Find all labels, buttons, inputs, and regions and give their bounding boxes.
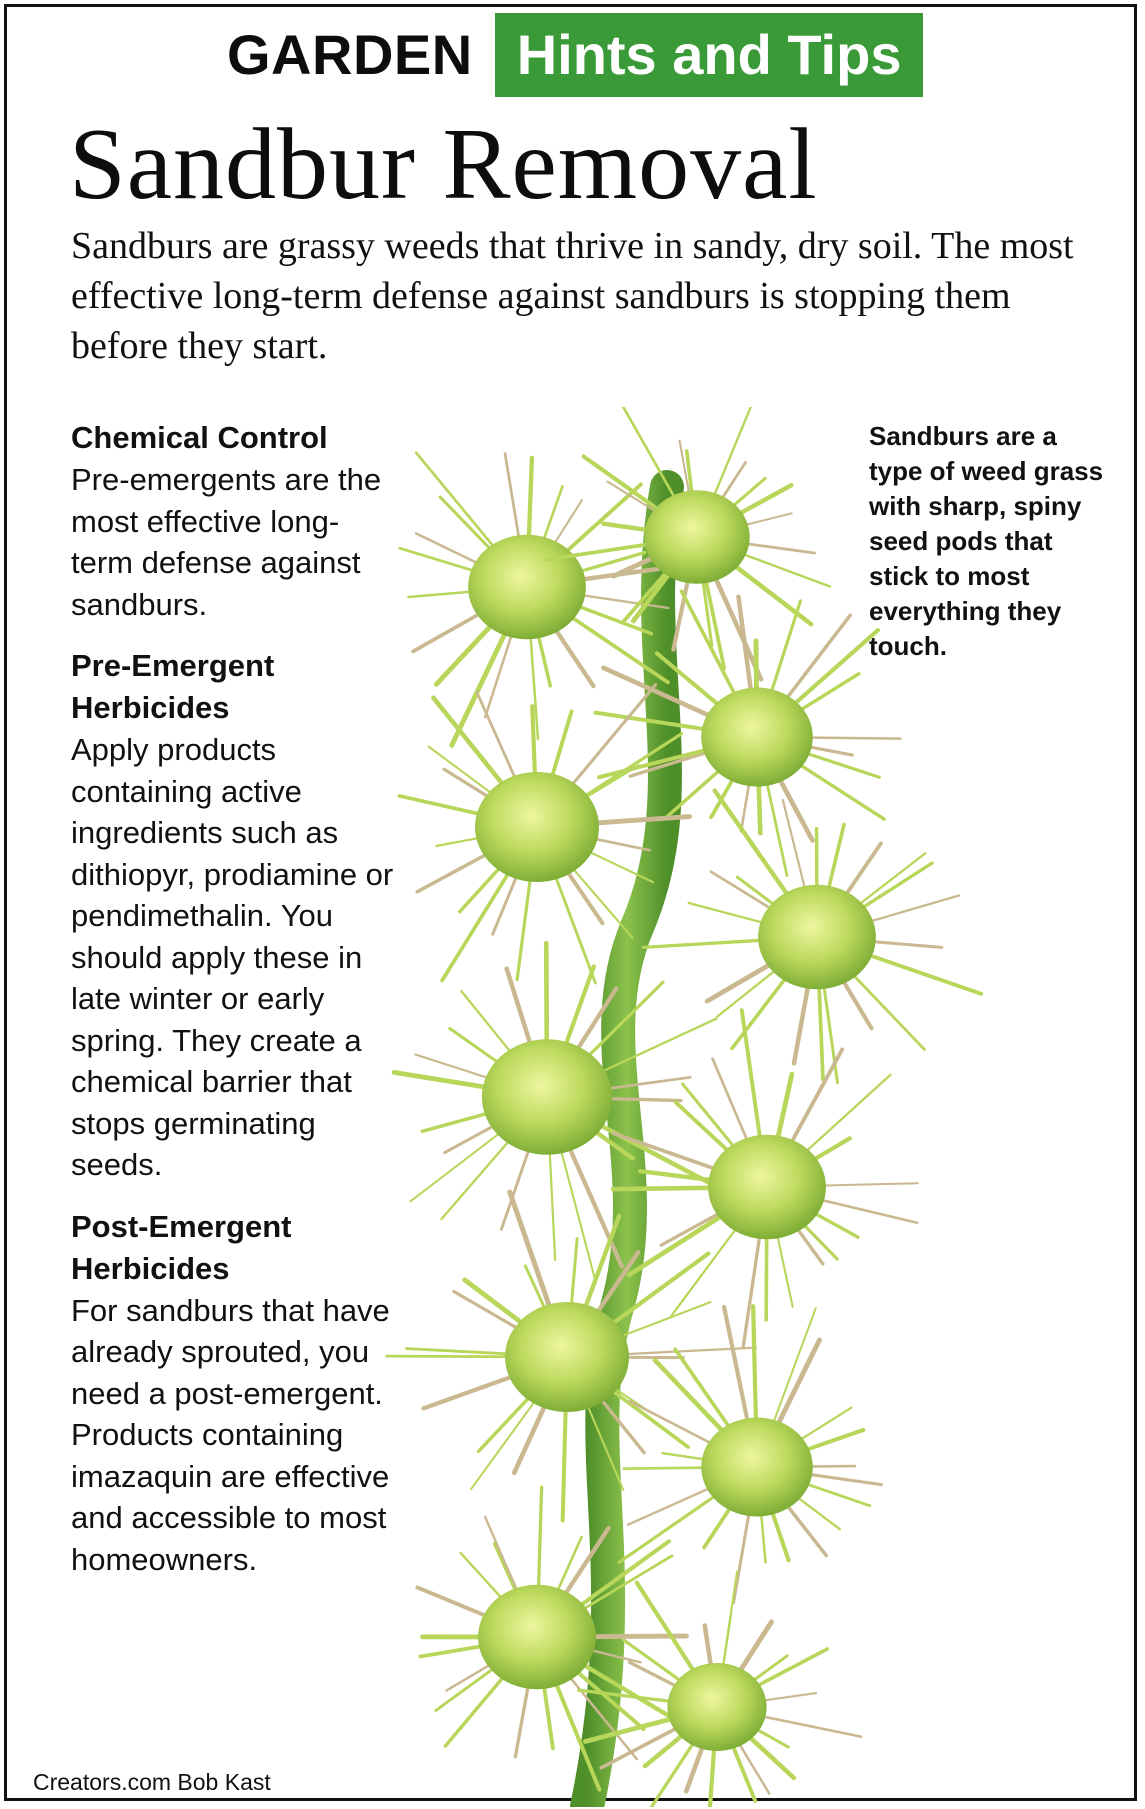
spine xyxy=(734,1502,751,1602)
pod-body xyxy=(667,1663,766,1751)
seed-pod xyxy=(387,1192,756,1520)
spine xyxy=(442,861,516,980)
section-post-emergent xyxy=(71,1206,401,1581)
spine xyxy=(546,943,547,1055)
intro-paragraph: Sandburs are grassy weeds that thrive in sandy, dry soil. The most effective long-term defense against sandburs is stopping them before they start. xyxy=(71,225,1074,367)
spine xyxy=(619,1487,727,1562)
seed-pod xyxy=(643,791,981,1083)
photo-caption: Sandburs are a type of weed grass with sharp, spiny seed pods that stick to most everything they touch. xyxy=(869,421,1104,661)
section-body: For sandburs that have already sprouted, you need a post-emergent. Products containing imazaquin are effective and accessible to most homeowners. xyxy=(71,1292,390,1577)
article-column xyxy=(71,417,401,1600)
section-heading: Post-Emergent Herbicides xyxy=(71,1208,292,1286)
pod-body xyxy=(475,772,599,882)
spine xyxy=(637,1583,700,1680)
section-pre-emergent xyxy=(71,645,401,1186)
spine xyxy=(549,1139,555,1260)
spine xyxy=(517,867,532,980)
section-heading: Pre-Emergent Herbicides xyxy=(71,648,275,725)
spine xyxy=(471,1389,544,1489)
pod-body xyxy=(644,490,749,584)
seed-pod xyxy=(400,453,669,746)
section-body: Pre-emergents are the most effective long-term defense against sandburs. xyxy=(71,462,382,622)
spine xyxy=(452,621,511,745)
pod-body xyxy=(478,1585,596,1690)
spine xyxy=(416,453,503,558)
spine xyxy=(822,975,837,1083)
spine xyxy=(538,1487,541,1599)
spine xyxy=(742,1010,762,1149)
spine xyxy=(773,1340,820,1435)
spine xyxy=(713,1059,753,1152)
spine xyxy=(753,1306,756,1431)
pod-body xyxy=(701,688,813,787)
masthead xyxy=(227,13,923,97)
seed-pod xyxy=(595,591,900,875)
spine xyxy=(710,407,754,506)
pod-body xyxy=(505,1302,629,1412)
pod-body xyxy=(701,1418,813,1517)
page-title: Sandbur Removal xyxy=(69,108,818,221)
section-chemical-control xyxy=(71,417,401,625)
section-heading: Chemical Control xyxy=(71,420,328,455)
pod-body xyxy=(482,1039,612,1155)
pod-body xyxy=(468,535,586,640)
spine xyxy=(783,800,808,900)
section-kicker: GARDEN xyxy=(227,23,473,86)
poster-frame xyxy=(4,4,1137,1801)
section-body: Apply products containing active ingredients such as dithiopyr, prodiamine or pendimethalin. You should apply these in late winter or early spring. They create a chemical barrier that stops germinating seeds. xyxy=(71,732,394,1182)
pod-body xyxy=(758,885,876,990)
spine xyxy=(722,1571,737,1675)
spine xyxy=(505,454,521,550)
spine xyxy=(724,558,811,625)
spine xyxy=(843,964,924,1049)
credit-line: Creators.com Bob Kast xyxy=(33,1769,271,1795)
spine xyxy=(769,1308,815,1433)
spine xyxy=(563,1397,566,1520)
pod-body xyxy=(708,1135,826,1240)
series-tag: Hints and Tips xyxy=(495,13,924,97)
spine xyxy=(853,949,981,993)
seed-pod xyxy=(613,1010,918,1347)
spine xyxy=(795,1075,890,1162)
spine xyxy=(819,975,823,1079)
seed-pod xyxy=(619,1306,881,1603)
spine xyxy=(738,597,752,702)
spine xyxy=(510,1192,554,1319)
seed-pod xyxy=(394,943,720,1282)
